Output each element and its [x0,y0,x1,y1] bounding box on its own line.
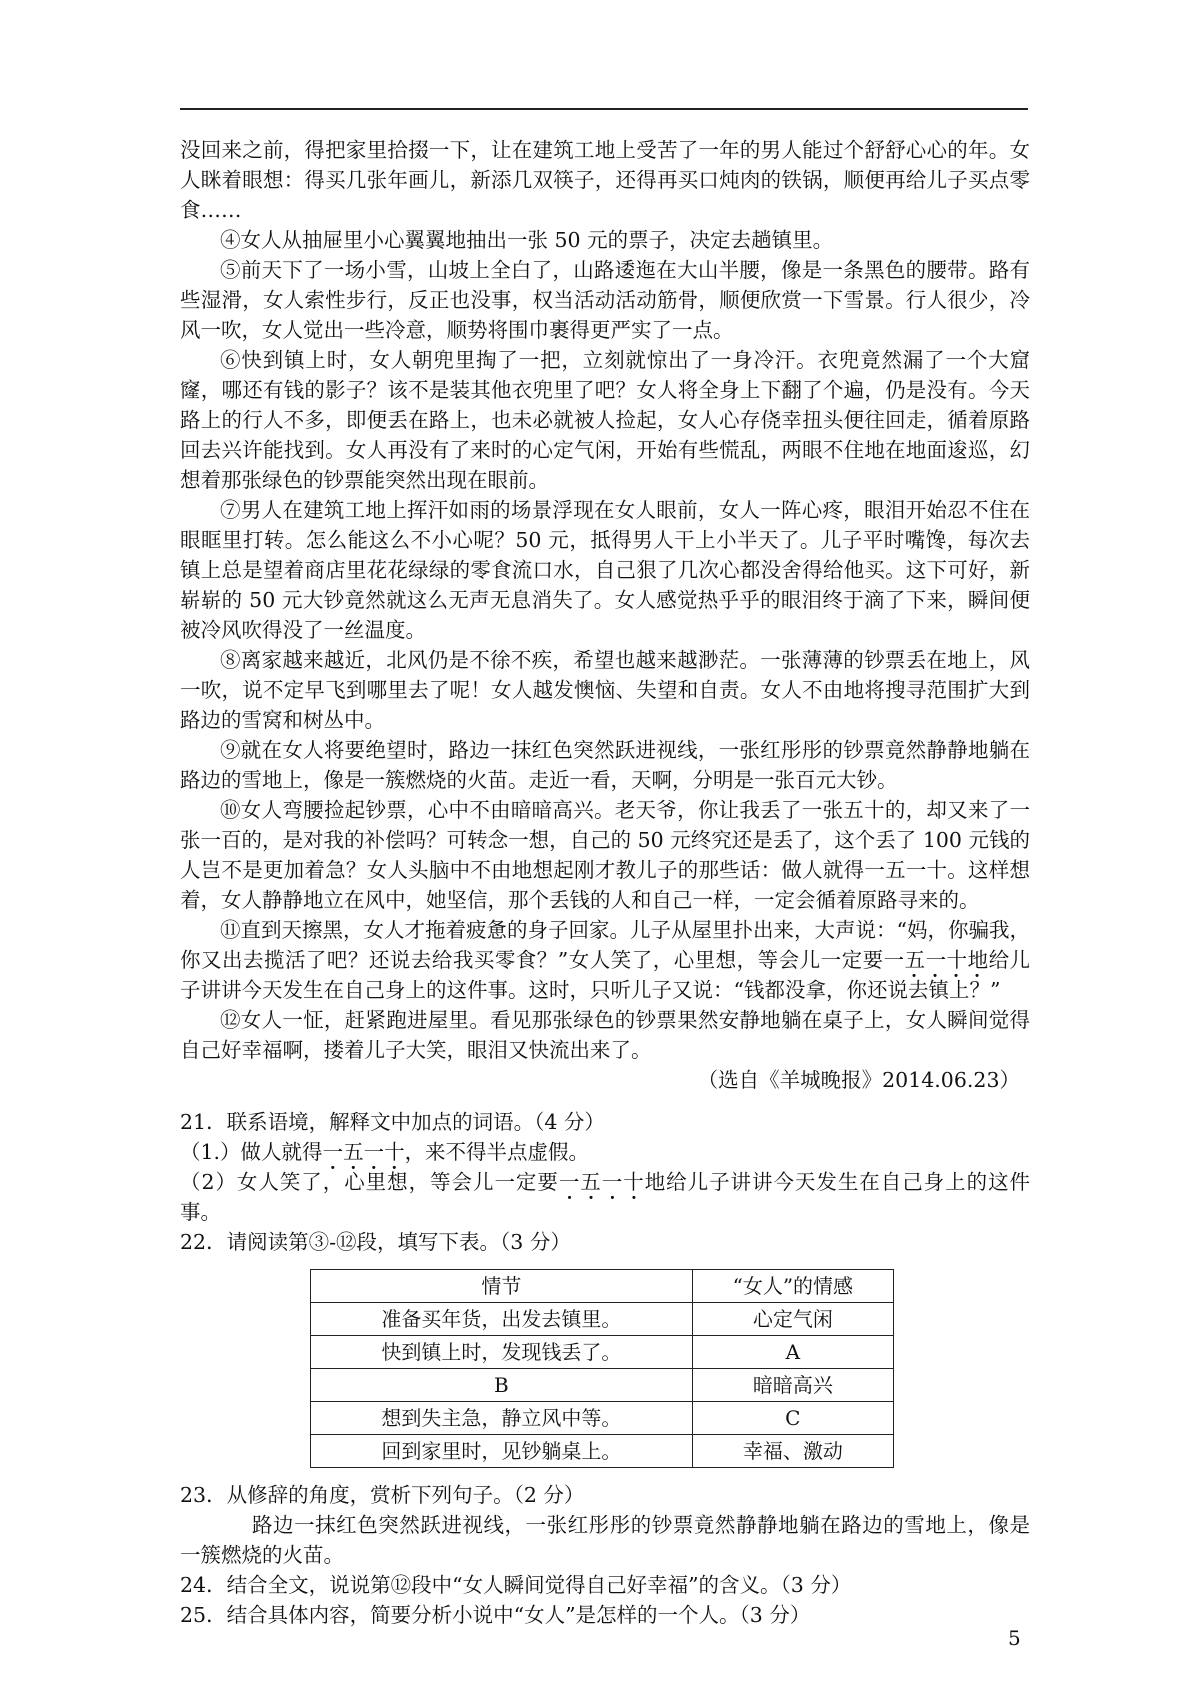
dotted-phrase [323,1140,405,1164]
cell-emotion: 暗暗高兴 [692,1369,893,1402]
q21-1-part-b: ，来不得半点虚假。 [404,1140,590,1164]
emphasis-char: 一 [322,1140,344,1164]
p11-part-a: ⑪直到天擦黑，女人才拖着疲惫的身子回家。儿子从屋里扑出来，大声说：“妈，你骗我，你又出去揽活了吧？还说去给我买零食？”女人笑了，心里想，等会儿一定要 [180,918,1030,972]
table-row [311,1303,894,1336]
emphasis-char: 一 [925,948,947,972]
page-number: 5 [1008,1626,1021,1650]
q21-2-part-b: 地给儿子讲讲今天发生在自己身上的这件事。 [180,1170,1031,1224]
header-rule [180,108,1028,110]
cell-plot: 快到镇上时，发现钱丢了。 [311,1336,693,1369]
cell-emotion: C [692,1402,893,1435]
story-paragraph-7: ⑦男人在建筑工地上挥汗如雨的场景浮现在女人眼前，女人一阵心疼，眼泪开始忍不住在眼眶里打转。怎么能这么不小心呢？50 元，抵得男人干上小半天了。儿子平时嘴馋，每次去镇上总是望着商店里花花绿绿的零食流口水，自己狠了几次心都没舍得给他买。这下可好，新崭崭的 50 元大钞竟然就这么无声无息消失了。女人感觉热乎乎的眼泪终于滴了下来，瞬间便被冷风吹得没了一丝温度。 [180,498,1030,642]
table-row [311,1402,894,1435]
cell-emotion: 心定气闲 [692,1303,893,1336]
question-21-1 [180,1137,1030,1167]
emphasis-char: 一 [363,1140,385,1164]
story-paragraph-6: ⑥快到镇上时，女人朝兜里掏了一把，立刻就惊出了一身冷汗。衣兜竟然漏了一个大窟窿，哪还有钱的影子？该不是装其他衣兜里了吧？女人将全身上下翻了个遍，仍是没有。今天路上的行人不多，即便丢在路上，也未必就被人捡起，女人心存侥幸扭头便往回走，循着原路回去兴许能找到。女人再没有了来时的心定气闲，开始有些慌乱，两眼不住地在地面逡巡，幻想着那张绿色的钞票能突然出现在眼前。 [180,348,1030,492]
story-paragraph-5: ⑤前天下了一场小雪，山坡上全白了，山路逶迤在大山半腰，像是一条黑色的腰带。路有些湿滑，女人索性步行，反正也没事，权当活动活动筋骨，顺便欣赏一下雪景。行人很少，冷风一吹，女人觉出一些冷意，顺势将围巾裹得更严实了一点。 [180,258,1030,342]
table-row [311,1369,894,1402]
cell-emotion: A [692,1336,893,1369]
cell-plot: B [311,1369,693,1402]
question-22: 22．请阅读第③-⑫段，填写下表。（3 分） [180,1230,571,1254]
emphasis-char: 十 [384,1140,405,1164]
story-paragraph-intro: 没回来之前，得把家里拾掇一下，让在建筑工地上受苦了一年的男人能过个舒舒心心的年。女人眯着眼想：得买几张年画儿，新添几双筷子，还得再买口炖肉的铁锅，顺便再给儿子买点零食…… [180,138,1030,222]
dotted-phrase [559,1170,645,1194]
story-paragraph-12: ⑫女人一怔，赶紧跑进屋里。看见那张绿色的钞票果然安静地躺在桌子上，女人瞬间觉得自己好幸福啊，搂着儿子大笑，眼泪又快流出来了。 [180,1008,1030,1062]
question-21-2 [180,1167,1030,1227]
emphasis-char: 五 [580,1170,602,1194]
question-21: 21．联系语境，解释文中加点的词语。（4 分） [180,1110,605,1134]
emphasis-char: 五 [904,948,926,972]
emphasis-char: 一 [558,1170,581,1194]
emphasis-char: 五 [343,1140,364,1164]
story-paragraph-4: ④女人从抽屉里小心翼翼地抽出一张 50 元的票子，决定去趟镇里。 [220,228,834,252]
emotion-table [310,1269,894,1468]
story-paragraph-11 [180,915,1030,1005]
table-header-row [311,1270,894,1303]
cell-emotion: 幸福、激动 [692,1435,893,1468]
story-paragraph-10: ⑩女人弯腰捡起钞票，心中不由暗暗高兴。老天爷，你让我丢了一张五十的，却又来了一张一百的，是对我的补偿吗？可转念一想，自己的 50 元终究还是丢了，这个丢了 100 元钱的人岂不是更加着急？女人头脑中不由地想起刚才教儿子的那些话：做人就得一五一十。这样想着，女人静静地立在风中，她坚信，那个丢钱的人和自己一样，一定会循着原路寻来的。 [180,798,1030,912]
emphasis-char: 十 [946,948,968,972]
story-paragraph-8: ⑧离家越来越近，北风仍是不徐不疾，希望也越来越渺茫。一张薄薄的钞票丢在地上，风一吹，说不定早飞到哪里去了呢！女人越发懊恼、失望和自责。女人不由地将搜寻范围扩大到路边的雪窝和树丛中。 [180,648,1030,732]
header-plot: 情节 [311,1270,693,1303]
article-body [180,135,1030,1630]
dotted-phrase [884,948,968,972]
table-row [311,1336,894,1369]
cell-plot: 准备买年货，出发去镇里。 [311,1303,693,1336]
question-25: 25．结合具体内容，简要分析小说中“女人”是怎样的一个人。（3 分） [180,1603,811,1627]
q21-1-part-a: （1.）做人就得 [180,1140,323,1164]
emphasis-char: 一 [601,1170,624,1194]
cell-plot: 回到家里时，见钞躺桌上。 [311,1435,693,1468]
header-emotion: “女人”的情感 [692,1270,893,1303]
cell-plot: 想到失主急，静立风中等。 [311,1402,693,1435]
story-paragraph-9: ⑨就在女人将要绝望时，路边一抹红色突然跃进视线，一张红彤彤的钞票竟然静静地躺在路边的雪地上，像是一簇燃烧的火苗。走近一看，天啊，分明是一张百元大钞。 [180,738,1030,792]
question-24: 24．结合全文，说说第⑫段中“女人瞬间觉得自己好幸福”的含义。（3 分） [180,1573,852,1597]
question-23-passage: 路边一抹红色突然跃进视线，一张红彤彤的钞票竟然静静地躺在路边的雪地上，像是一簇燃烧的火苗。 [180,1513,1030,1567]
emphasis-char: 一 [883,948,905,972]
question-23: 23．从修辞的角度，赏析下列句子。（2 分） [180,1483,585,1507]
table-row [311,1435,894,1468]
source-citation: （选自《羊城晚报》2014.06.23） [697,1068,1020,1092]
emphasis-char: 十 [623,1170,645,1194]
p11-part-b: 地给儿子讲讲今天发生在自己身上的这件事。这时，只听儿子又说：“钱都没拿，你还说去镇上？” [180,948,1031,1002]
q21-2-part-a: （2）女人笑了，心里想，等会儿一定要 [180,1170,559,1194]
